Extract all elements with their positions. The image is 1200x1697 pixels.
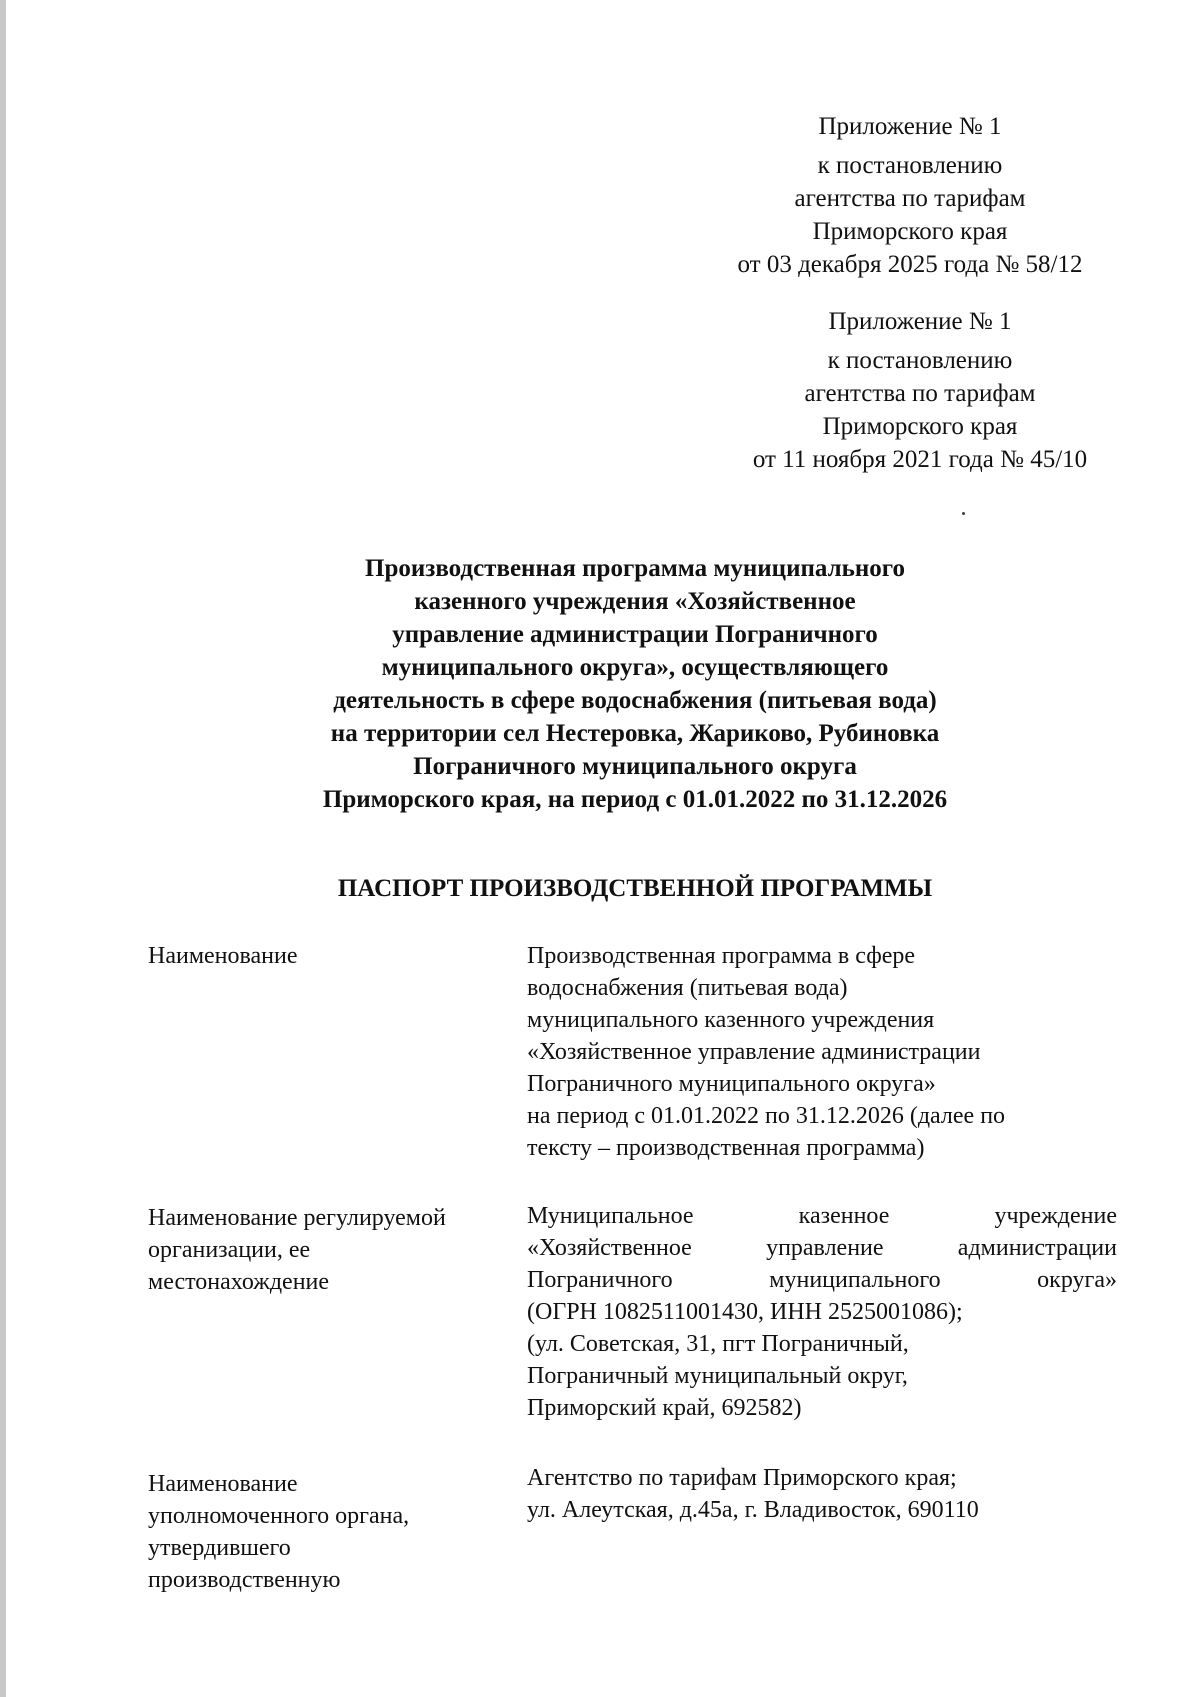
- label-line: организации, ее: [148, 1237, 311, 1263]
- word: управление: [766, 1235, 884, 1261]
- document-title: [220, 552, 1050, 816]
- value-line: Пограничного муниципального округа»: [527, 1071, 936, 1097]
- value-line: (ОГРН 1082511001430, ИНН 2525001086);: [527, 1299, 963, 1325]
- word: муниципального: [769, 1267, 941, 1293]
- value-line: Агентство по тарифам Приморского края;: [527, 1465, 957, 1491]
- label-line: производственную: [148, 1567, 341, 1593]
- title-line: Приморского края, на период с 01.01.2022 по 31.12.2026: [322, 786, 948, 813]
- appendix-line: к постановлению: [817, 152, 1003, 179]
- word: администрации: [957, 1235, 1117, 1261]
- word: учреждение: [994, 1203, 1117, 1229]
- appendix-line: от 11 ноября 2021 года № 45/10: [752, 446, 1088, 473]
- row-value: [527, 1200, 1117, 1424]
- value-line: Приморский край, 692582): [527, 1395, 802, 1421]
- appendix-block-original: [690, 305, 1150, 476]
- value-line: муниципального казенного учреждения: [527, 1007, 935, 1033]
- title-line: деятельность в сфере водоснабжения (питьевая вода): [333, 687, 937, 714]
- appendix-line: агентства по тарифам: [794, 185, 1026, 212]
- value-line: ул. Алеутская, д.45а, г. Владивосток, 690110: [527, 1497, 979, 1523]
- value-line: «Хозяйственное управление администрации: [527, 1039, 981, 1065]
- row-label: [148, 940, 518, 972]
- appendix-line: агентства по тарифам: [804, 380, 1036, 407]
- appendix-heading: Приложение № 1: [828, 308, 1012, 335]
- value-line: водоснабжения (питьевая вода): [527, 975, 848, 1001]
- value-line-justified: [527, 1264, 1117, 1296]
- value-line-justified: [527, 1232, 1117, 1264]
- label-line: уполномоченного органа,: [148, 1503, 410, 1529]
- appendix-line: Приморского края: [822, 413, 1018, 440]
- value-line-justified: [527, 1200, 1117, 1232]
- row-label: [148, 1202, 518, 1298]
- title-line: на территории сел Нестеровка, Жариково, Рубиновка: [330, 720, 940, 747]
- label-line: Наименование: [148, 943, 298, 969]
- value-line: Производственная программа в сфере: [527, 943, 916, 969]
- appendix-block-current: [680, 110, 1140, 281]
- label-line: Наименование регулируемой: [148, 1205, 446, 1231]
- value-line: (ул. Советская, 31, пгт Пограничный,: [527, 1331, 909, 1357]
- value-line: тексту – производственная программа): [527, 1135, 925, 1161]
- label-line: Наименование: [148, 1471, 298, 1497]
- appendix-line: от 03 декабря 2025 года № 58/12: [737, 251, 1083, 278]
- word: Муниципальное: [527, 1203, 694, 1229]
- scan-left-edge: [0, 0, 6, 1697]
- scan-speck: [962, 512, 965, 515]
- value-line: Пограничный муниципальный округ,: [527, 1363, 908, 1389]
- word: казенное: [798, 1203, 890, 1229]
- row-value: [527, 940, 1117, 1164]
- title-line: муниципального округа», осуществляющего: [381, 654, 889, 681]
- title-line: казенного учреждения «Хозяйственное: [414, 588, 856, 615]
- appendix-line: Приморского края: [812, 218, 1008, 245]
- passport-heading: ПАСПОРТ ПРОИЗВОДСТВЕННОЙ ПРОГРАММЫ: [337, 875, 933, 902]
- title-line: Пограничного муниципального округа: [413, 753, 857, 780]
- value-line: на период с 01.01.2022 по 31.12.2026 (далее по: [527, 1103, 1006, 1129]
- label-line: утвердившего: [148, 1535, 291, 1561]
- title-line: управление администрации Пограничного: [392, 621, 878, 648]
- word: Пограничного: [527, 1267, 673, 1293]
- row-label: [148, 1468, 518, 1596]
- row-value: [527, 1462, 1117, 1526]
- word: «Хозяйственное: [527, 1235, 692, 1261]
- appendix-line: к постановлению: [827, 347, 1013, 374]
- label-line: местонахождение: [148, 1269, 330, 1295]
- word: округа»: [1037, 1267, 1117, 1293]
- title-line: Производственная программа муниципального: [365, 555, 905, 582]
- appendix-heading: Приложение № 1: [818, 113, 1002, 140]
